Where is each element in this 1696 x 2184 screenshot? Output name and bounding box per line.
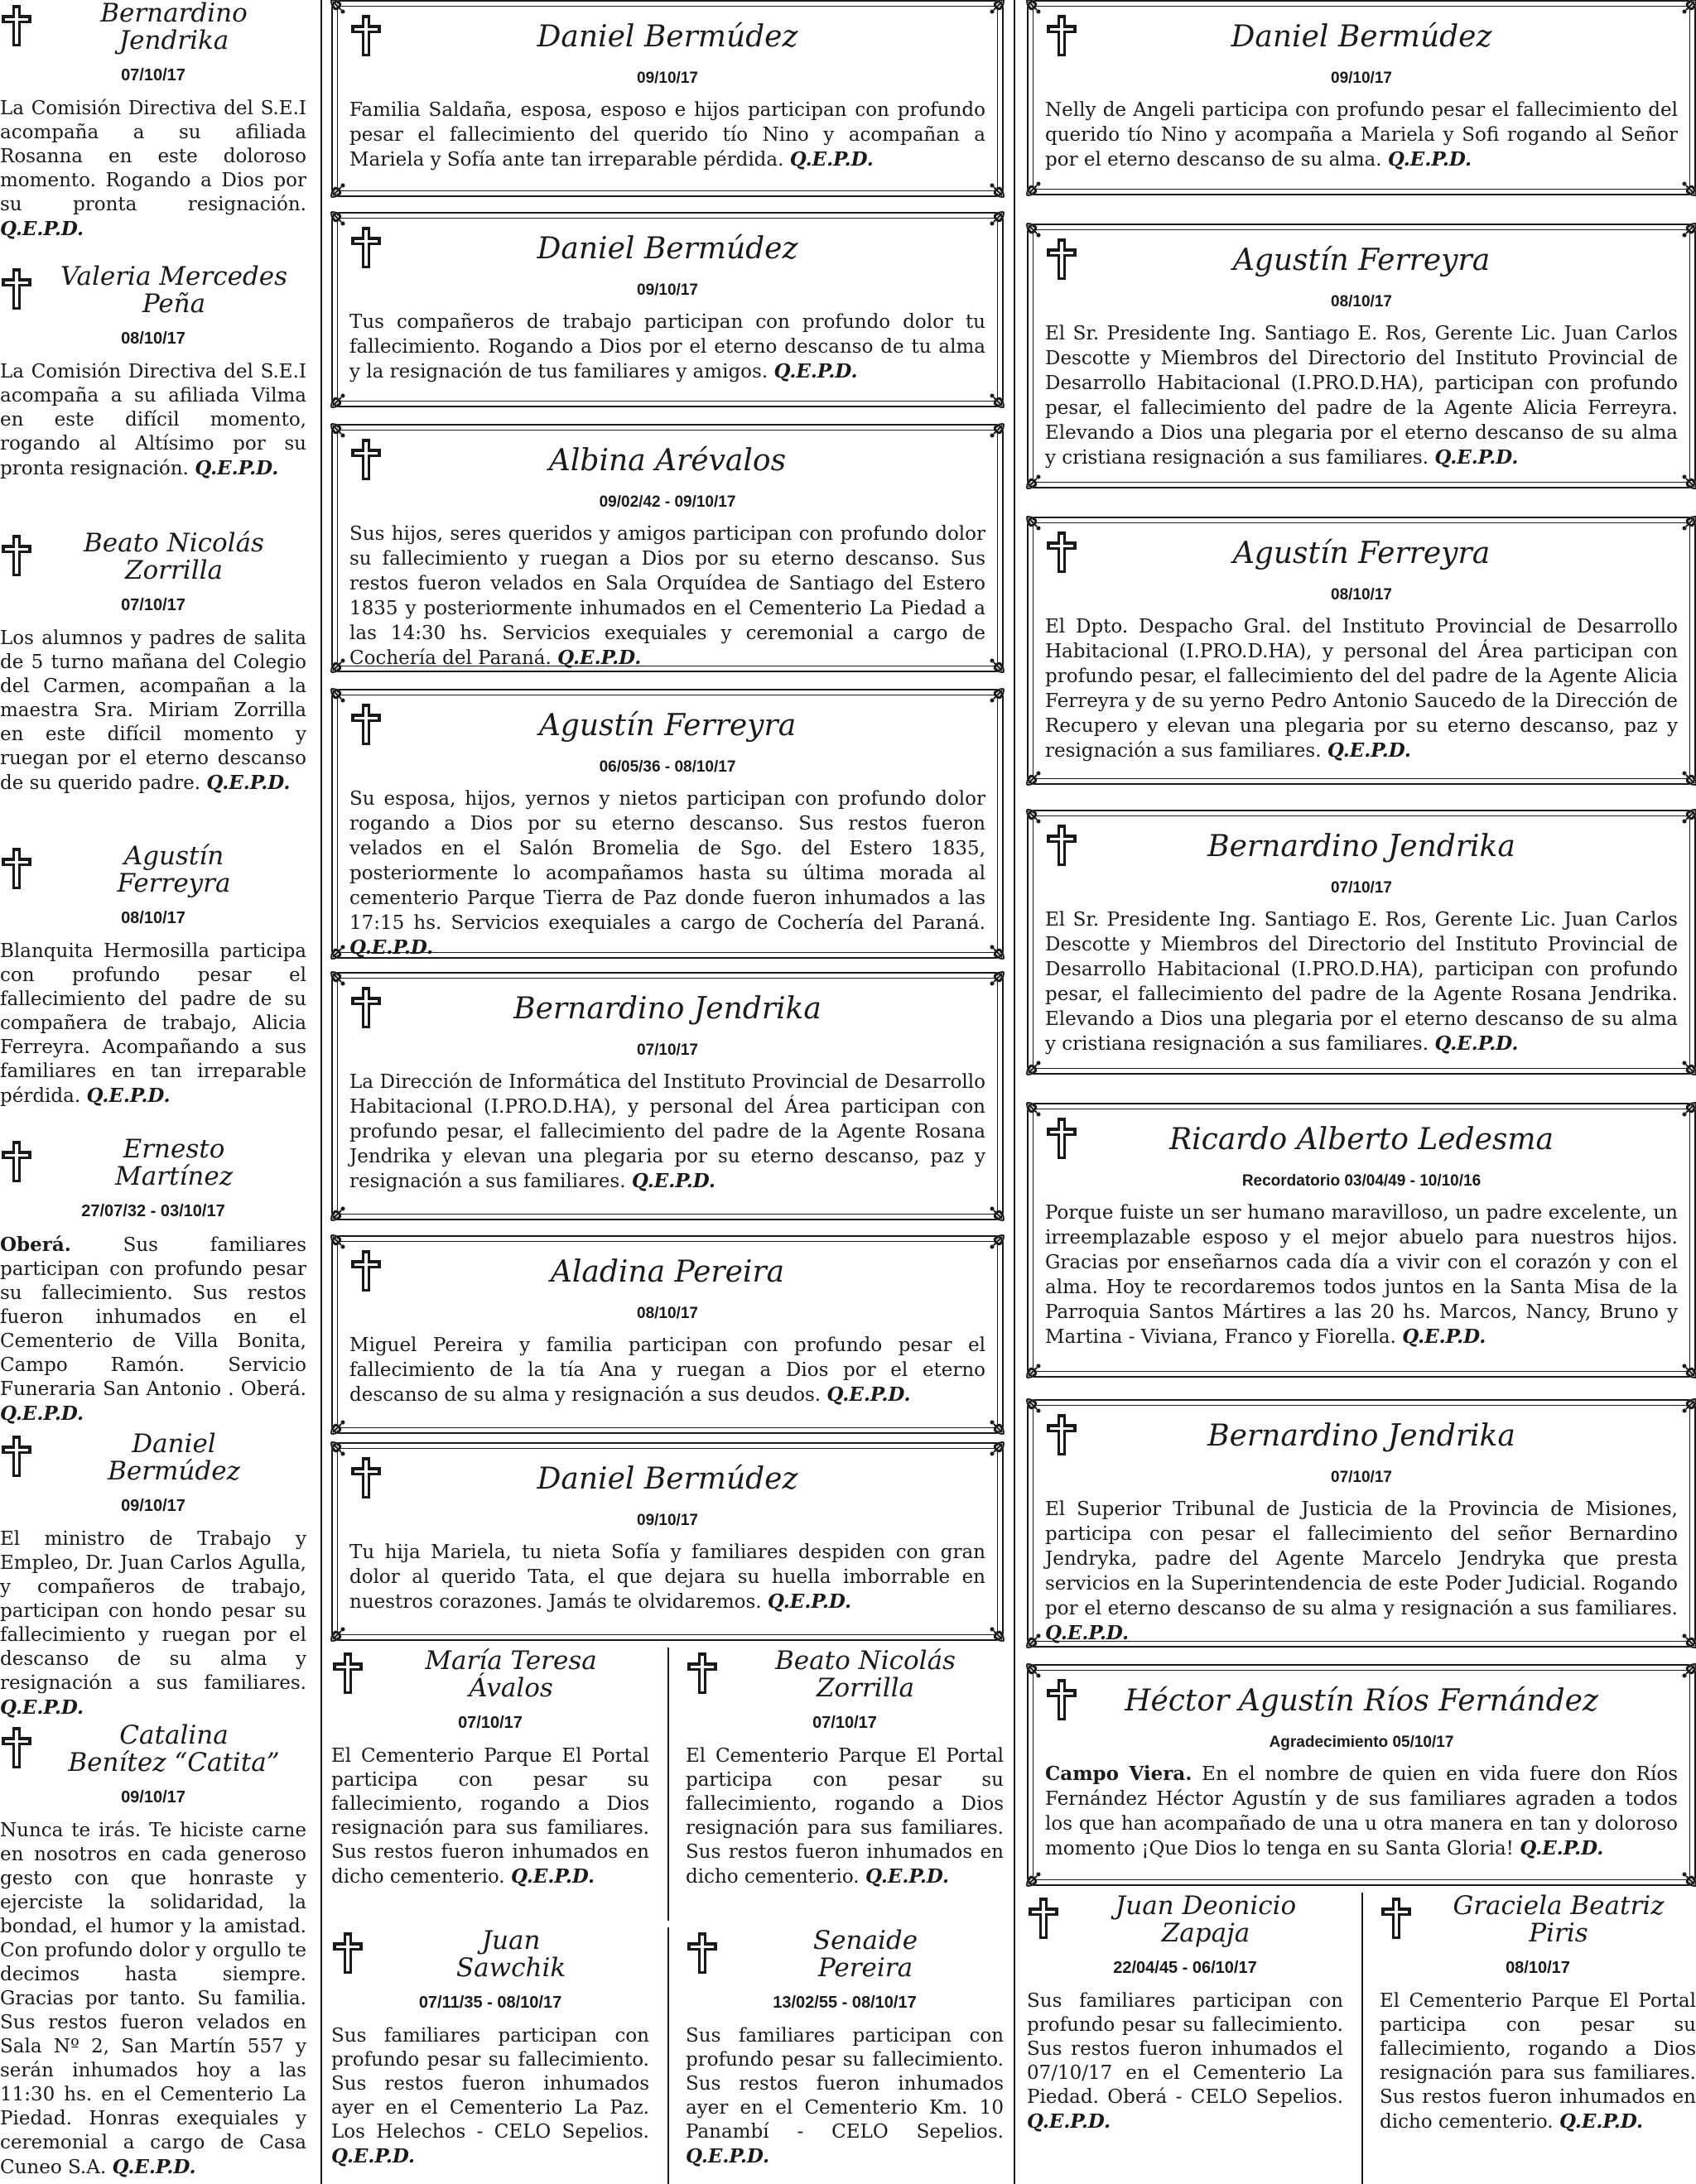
notice-date: 09/10/17 bbox=[121, 1788, 186, 1806]
notice-name: Agustín Ferreyra bbox=[538, 709, 797, 743]
notice-header bbox=[349, 225, 985, 275]
notice-header bbox=[349, 437, 985, 487]
obituary-notice bbox=[0, 530, 306, 799]
notice-date: 06/05/36 - 08/10/17 bbox=[599, 758, 736, 776]
notice-name: Aladina Pereira bbox=[550, 1255, 785, 1289]
corner-ornament-icon bbox=[980, 384, 1005, 409]
corner-ornament-icon bbox=[1025, 1051, 1050, 1076]
corner-ornament-icon bbox=[1025, 1624, 1050, 1649]
notice-date: 08/10/17 bbox=[121, 909, 186, 927]
notice-header bbox=[686, 1927, 1004, 1982]
obituary-notice bbox=[331, 1927, 649, 2172]
qepd-text: Q.E.P.D. bbox=[112, 2156, 196, 2178]
corner-ornament-icon bbox=[1025, 1354, 1050, 1379]
notice-date: 07/10/17 bbox=[121, 596, 186, 614]
notice-name: Bernardino Jendrika bbox=[1207, 830, 1515, 863]
notice-name: Daniel Bermúdez bbox=[108, 1429, 240, 1486]
corner-ornament-icon bbox=[1025, 1863, 1050, 1888]
obituary-notice bbox=[0, 263, 306, 484]
pair-column bbox=[667, 1927, 1004, 2184]
pair-column bbox=[1361, 1893, 1696, 2184]
obituary-pair bbox=[1027, 1893, 1696, 2184]
notice-date: 09/10/17 bbox=[637, 1512, 698, 1529]
notice-date: 07/10/17 bbox=[812, 1714, 877, 1732]
framed-obituary bbox=[331, 424, 1004, 672]
obituary-notice bbox=[686, 1648, 1004, 1893]
pair-divider bbox=[667, 1927, 669, 2184]
obituary-notice bbox=[1027, 1893, 1343, 2138]
qepd-text: Q.E.P.D. bbox=[1327, 739, 1411, 762]
qepd-text: Q.E.P.D. bbox=[557, 647, 642, 669]
notice-date: 09/10/17 bbox=[1331, 70, 1392, 87]
obituary-notice bbox=[331, 1648, 649, 1893]
corner-ornament-icon bbox=[980, 936, 1005, 960]
corner-ornament-icon bbox=[1673, 172, 1696, 197]
notice-body: El Sr. Presidente Ing. Santiago E. Ros, Gerente Lic. Juan Carlos Descotte y Miembros del Directorio del Instituto Provincial de Desarrollo Habitacional (I.PRO.D.HA), participan con profundo pesar, el fallecimiento del padre de la Agente Alicia Ferreyra. Elevando a Dios una plegaria por el eterno descanso de su alma y cristiana resignación a sus familiares. Q.E.P.D. bbox=[1045, 323, 1678, 469]
cross-icon bbox=[686, 1931, 719, 1975]
qepd-text: Q.E.P.D. bbox=[789, 148, 874, 171]
qepd-text: Q.E.P.D. bbox=[0, 218, 84, 240]
corner-ornament-icon bbox=[1673, 1624, 1696, 1649]
notice-body: Familia Saldaña, esposa, esposo e hijos participan con profundo pesar el fallecimiento del querido tío Nino y acompañan a Mariela y Sofía ante tan irreparable pérdida. Q.E.P.D. bbox=[349, 99, 985, 171]
notice-body: El Sr. Presidente Ing. Santiago E. Ros, Gerente Lic. Juan Carlos Descotte y Miembros del Directorio del Instituto Provincial de Desarrollo Habitacional (I.PRO.D.HA), participan con profundo pesar, el fallecimiento del padre de la Agente Rosana Jendrika. Elevando a Dios una plegaria por el eterno descanso de su alma y cristiana resignación a sus familiares. Q.E.P.D. bbox=[1045, 909, 1678, 1055]
notice-header bbox=[349, 13, 985, 63]
notice-name: Agustín Ferreyra bbox=[1232, 536, 1491, 570]
notice-date: 08/10/17 bbox=[1506, 1959, 1570, 1977]
cross-icon bbox=[331, 1931, 364, 1975]
notice-name: Beato Nicolás Zorrilla bbox=[84, 528, 264, 585]
cross-icon bbox=[0, 846, 33, 891]
notice-header bbox=[349, 702, 985, 752]
qepd-text: Q.E.P.D. bbox=[0, 1696, 84, 1719]
notice-date: 13/02/55 - 08/10/17 bbox=[773, 1994, 917, 2012]
framed-obituary bbox=[331, 972, 1004, 1220]
notice-header bbox=[1045, 1677, 1678, 1727]
notice-date: 07/11/35 - 08/10/17 bbox=[418, 1994, 562, 2012]
cross-icon bbox=[331, 1651, 364, 1696]
notice-body: El Cementerio Parque El Portal participa con pesar su fallecimiento, rogando a Dios resignación para sus familiares. Sus restos fueron inhumados en dicho cementerio. Q.E.P.D. bbox=[331, 1745, 649, 1888]
pair-column bbox=[331, 1927, 667, 2184]
notice-body: Nunca te irás. Te hiciste carne en nosotros en cada generoso gesto con que honraste y ejerciste la solidaridad, la bondad, el humor y la amistad. Con profundo dolor y orgullo te decimos hasta siempre. Gracias por tanto. Su familia. Sus restos fueron velados en Sala Nº 2, San Martín 557 y serán inhumados hoy a las 11:30 hs. en el Cementerio La Piedad. Honras exequiales y ceremonial a cargo de Casa Cuneo S.A. Q.E.P.D. bbox=[0, 1820, 306, 2178]
framed-obituary bbox=[1027, 1664, 1696, 1886]
notice-body: La Comisión Directiva del S.E.I acompaña a su afiliada Vilma en este difícil momento, rogando al Altísimo por su pronta resignación. Q.E.P.D. bbox=[0, 361, 306, 479]
notice-date: 08/10/17 bbox=[637, 1305, 698, 1322]
cross-icon bbox=[1380, 1896, 1413, 1941]
cross-icon bbox=[0, 533, 33, 578]
obituary-notice bbox=[0, 1722, 306, 2183]
notice-header bbox=[349, 1248, 985, 1298]
notice-date: 08/10/17 bbox=[121, 330, 186, 348]
notice-header bbox=[331, 1648, 649, 1702]
notice-body: La Dirección de Informática del Instituto Provincial de Desarrollo Habitacional (I.PRO.D.HA), y personal del Área participan con profundo pesar, el fallecimiento del padre de la Agente Rosana Jendrika y elevan una plegaria por su eterno descanso, paz y resignación a sus familiares. Q.E.P.D. bbox=[349, 1071, 985, 1192]
corner-ornament-icon bbox=[330, 936, 354, 960]
column-divider bbox=[1014, 0, 1015, 2184]
cross-icon bbox=[349, 1248, 383, 1293]
notice-body: El Cementerio Parque El Portal participa con pesar su fallecimiento, rogando a Dios resignación para sus familiares. Sus restos fueron inhumados en dicho cementerio. Q.E.P.D. bbox=[686, 1745, 1004, 1888]
notice-body: El Cementerio Parque El Portal participa con pesar su fallecimiento, rogando a Dios resignación para sus familiares. Sus restos fueron inhumados en dicho cementerio. Q.E.P.D. bbox=[1380, 1990, 1696, 2133]
notice-body: Su esposa, hijos, yernos y nietos participan con profundo dolor rogando a Dios por su eterno descanso. Sus restos fueron velados en el Salón Bromelia de Sgo. del Estero 1835, posteriormente lo acompañamos hasta su última morada al cementerio Parque Tierra de Paz donde fueron inhumados a las 17:15 hs. Servicios exequiales a cargo de Cochería del Paraná. Q.E.P.D. bbox=[349, 788, 985, 959]
notice-name: Albina Arévalos bbox=[548, 444, 787, 478]
obituary-pair bbox=[331, 1648, 1004, 1921]
notice-header bbox=[0, 843, 306, 897]
qepd-text: Q.E.P.D. bbox=[1402, 1325, 1486, 1348]
qepd-text: Q.E.P.D. bbox=[1520, 1837, 1604, 1859]
obituary-notice bbox=[0, 1136, 306, 1430]
notice-date: 09/02/42 - 09/10/17 bbox=[599, 493, 736, 511]
notice-name: Senaide Pereira bbox=[812, 1926, 918, 1983]
pair-column bbox=[1027, 1893, 1361, 2184]
notice-name: Daniel Bermúdez bbox=[537, 1462, 798, 1496]
qepd-text: Q.E.P.D. bbox=[1559, 2110, 1644, 2133]
notice-header bbox=[0, 1431, 306, 1485]
qepd-text: Q.E.P.D. bbox=[86, 1085, 171, 1107]
corner-ornament-icon bbox=[980, 649, 1005, 674]
framed-obituary bbox=[1027, 810, 1696, 1075]
qepd-text: Q.E.P.D. bbox=[1045, 1622, 1130, 1644]
notice-header bbox=[349, 1455, 985, 1505]
notice-body: Sus hijos, seres queridos y amigos participan con profundo dolor su fallecimiento y ruegan a Dios por su eterno descanso. Sus restos fueron velados en Sala Orquídea de Santiago del Estero 1835 y posteriormente inhumados en el Cementerio La Piedad a las 14:30 hs. Servicios exequiales y ceremonial a cargo de Cochería del Paraná. Q.E.P.D. bbox=[349, 523, 985, 669]
qepd-text: Q.E.P.D. bbox=[1027, 2110, 1111, 2133]
corner-ornament-icon bbox=[1673, 1863, 1696, 1888]
qepd-text: Q.E.P.D. bbox=[1434, 1032, 1519, 1055]
notice-name: Ernesto Martínez bbox=[114, 1134, 234, 1191]
qepd-text: Q.E.P.D. bbox=[865, 1865, 950, 1888]
notice-body: Campo Viera. En el nombre de quien en vida fuere don Ríos Fernández Héctor Agustín y de sus familiares agraden a todos los que han acompañado de una u otra manera en tan y doloroso momento ¡Que Dios lo tenga en su Santa Gloria! Q.E.P.D. bbox=[1045, 1763, 1678, 1859]
framed-obituary bbox=[331, 1235, 1004, 1434]
notice-body: El Dpto. Despacho Gral. del Instituto Provincial de Desarrollo Habitacional (I.PRO.D.HA), y personal del Área participan con profundo pesar, el fallecimiento del del padre de la Agente Alicia Ferreyra y de su yerno Pedro Antonio Saucedo de la Dirección de Recupero y elevan una plegaria por su eterno descanso, paz y resignación a sus familiares. Q.E.P.D. bbox=[1045, 616, 1678, 762]
cross-icon bbox=[1045, 530, 1078, 575]
qepd-text: Q.E.P.D. bbox=[331, 2145, 416, 2167]
notice-header bbox=[1045, 530, 1678, 580]
notice-name: Ricardo Alberto Ledesma bbox=[1169, 1123, 1554, 1157]
corner-ornament-icon bbox=[1673, 1354, 1696, 1379]
notice-header bbox=[1027, 1893, 1343, 1947]
notice-name: Daniel Bermúdez bbox=[1231, 20, 1492, 54]
qepd-text: Q.E.P.D. bbox=[0, 1402, 84, 1425]
cross-icon bbox=[1045, 1116, 1078, 1161]
qepd-text: Q.E.P.D. bbox=[826, 1383, 911, 1406]
notice-date: Recordatorio 03/04/49 - 10/10/16 bbox=[1241, 1172, 1482, 1190]
notice-date: 09/10/17 bbox=[637, 70, 698, 87]
cross-icon bbox=[349, 1455, 383, 1500]
qepd-text: Q.E.P.D. bbox=[1387, 148, 1472, 171]
pair-column bbox=[667, 1648, 1004, 1921]
notice-name: Beato Nicolás Zorrilla bbox=[775, 1646, 956, 1703]
notice-body: Sus familiares participan con profundo pesar su fallecimiento. Sus restos fueron inhumados ayer en el Cementerio Km. 10 Panambí - CELO Sepelios. Q.E.P.D. bbox=[686, 2025, 1004, 2167]
notice-header bbox=[0, 0, 306, 55]
framed-obituary bbox=[331, 212, 1004, 407]
cross-icon bbox=[0, 1725, 33, 1770]
notice-name: Juan Sawchik bbox=[455, 1926, 566, 1983]
pair-divider bbox=[1361, 1893, 1363, 2184]
notice-name: Daniel Bermúdez bbox=[537, 20, 798, 54]
notice-name: Bernardino Jendrika bbox=[1207, 1419, 1515, 1453]
corner-ornament-icon bbox=[330, 1197, 354, 1222]
qepd-text: Q.E.P.D. bbox=[767, 1590, 851, 1613]
notice-date: 07/10/17 bbox=[1331, 879, 1392, 897]
notice-name: Juan Deonicio Zapaja bbox=[1115, 1891, 1297, 1948]
notice-date: 08/10/17 bbox=[1331, 293, 1392, 310]
qepd-text: Q.E.P.D. bbox=[1434, 446, 1519, 469]
notice-location: Campo Viera. bbox=[1045, 1763, 1192, 1785]
corner-ornament-icon bbox=[330, 1618, 354, 1643]
cross-icon bbox=[0, 267, 33, 311]
cross-icon bbox=[0, 3, 33, 48]
notice-header bbox=[686, 1648, 1004, 1702]
qepd-text: Q.E.P.D. bbox=[631, 1170, 716, 1192]
cross-icon bbox=[1045, 823, 1078, 868]
notice-body: Oberá. Sus familiares participan con profundo pesar su fallecimiento. Sus restos fueron inhumados en el Cementerio de Villa Bonita, Campo Ramón. Servicio Funeraria San Antonio . Oberá. Q.E.P.D. bbox=[0, 1234, 306, 1425]
notice-body: Porque fuiste un ser humano maravilloso, un padre excelente, un irreemplazable esposo y el mejor abuelo para nuestros hijos. Gracias por enseñarnos cada día a vivir con el corazón y con el alma. Hoy te recordaremos todos juntos en la Santa Misa de la Parroquia Santos Mártires a las 20 hs. Marcos, Nancy, Bruno y Martina - Viviana, Franco y Fiorella. Q.E.P.D. bbox=[1045, 1202, 1678, 1348]
qepd-text: Q.E.P.D. bbox=[773, 360, 858, 382]
cross-icon bbox=[0, 1139, 33, 1184]
corner-ornament-icon bbox=[980, 1411, 1005, 1436]
notice-date: 09/10/17 bbox=[637, 281, 698, 299]
cross-icon bbox=[349, 13, 383, 58]
corner-ornament-icon bbox=[1025, 465, 1050, 490]
corner-ornament-icon bbox=[330, 649, 354, 674]
notice-header bbox=[1045, 237, 1678, 286]
notice-name: Bernardino Jendrika bbox=[100, 0, 248, 55]
qepd-text: Q.E.P.D. bbox=[195, 457, 279, 479]
framed-obituary bbox=[1027, 0, 1696, 195]
corner-ornament-icon bbox=[1025, 762, 1050, 787]
notice-date: 07/10/17 bbox=[121, 66, 186, 84]
qepd-text: Q.E.P.D. bbox=[686, 2145, 770, 2167]
qepd-text: Q.E.P.D. bbox=[349, 936, 434, 959]
cross-icon bbox=[349, 437, 383, 482]
cross-icon bbox=[1045, 1412, 1078, 1457]
cross-icon bbox=[1045, 237, 1078, 281]
notice-name: Graciela Beatriz Piris bbox=[1453, 1891, 1665, 1948]
qepd-text: Q.E.P.D. bbox=[510, 1865, 595, 1888]
notice-date: 09/10/17 bbox=[121, 1497, 186, 1515]
framed-obituary bbox=[331, 689, 1004, 959]
notice-name: María Teresa Ávalos bbox=[425, 1646, 597, 1703]
notice-body: Nelly de Angeli participa con profundo pesar el fallecimiento del querido tío Nino y acompaña a Mariela y Sofi rogando al Señor por el eterno descanso de su alma. Q.E.P.D. bbox=[1045, 99, 1678, 171]
notice-header bbox=[1380, 1893, 1696, 1947]
notice-body: Los alumnos y padres de salita de 5 turno mañana del Colegio del Carmen, acompañan a la maestra Sra. Miriam Zorrilla en este difícil momento y ruegan por el eterno descanso de su querido padre. Q.E.P.D. bbox=[0, 628, 306, 794]
notice-date: 07/10/17 bbox=[637, 1041, 698, 1059]
notice-name: Catalina Benítez “Catita” bbox=[68, 1720, 280, 1778]
notice-body: El ministro de Trabajo y Empleo, Dr. Juan Carlos Agulla, y compañeros de trabajo, participan con hondo pesar su fallecimiento y ruegan por el descanso de su alma y resignación a sus familiares. Q.E.P.D. bbox=[0, 1528, 306, 1719]
notice-header bbox=[0, 1722, 306, 1777]
corner-ornament-icon bbox=[1673, 1051, 1696, 1076]
corner-ornament-icon bbox=[980, 174, 1005, 199]
corner-ornament-icon bbox=[980, 1197, 1005, 1222]
obituary-notice bbox=[0, 843, 306, 1112]
corner-ornament-icon bbox=[330, 384, 354, 409]
cross-icon bbox=[1045, 1677, 1078, 1722]
cross-icon bbox=[1027, 1896, 1060, 1941]
framed-obituary bbox=[331, 1442, 1004, 1641]
notice-name: Agustín Ferreyra bbox=[117, 841, 231, 898]
framed-obituary bbox=[331, 0, 1004, 197]
corner-ornament-icon bbox=[980, 1618, 1005, 1643]
notice-header bbox=[0, 263, 306, 318]
notice-date: 22/04/45 - 06/10/17 bbox=[1113, 1959, 1257, 1977]
obituary-pair bbox=[331, 1927, 1004, 2184]
notice-header bbox=[331, 1927, 649, 1982]
notice-body: Sus familiares participan con profundo pesar su fallecimiento. Sus restos fueron inhumados ayer en el Cementerio La Paz. Los Helechos - CELO Sepelios. Q.E.P.D. bbox=[331, 2025, 649, 2167]
column-divider bbox=[320, 0, 322, 2184]
notice-date: 08/10/17 bbox=[1331, 586, 1392, 604]
notice-header bbox=[1045, 1412, 1678, 1462]
cross-icon bbox=[349, 985, 383, 1030]
cross-icon bbox=[686, 1651, 719, 1696]
notice-header bbox=[0, 530, 306, 584]
pair-column bbox=[331, 1648, 667, 1921]
framed-obituary bbox=[1027, 1399, 1696, 1648]
notice-header bbox=[1045, 13, 1678, 63]
notice-date: Agradecimiento 05/10/17 bbox=[1269, 1734, 1454, 1751]
corner-ornament-icon bbox=[330, 1411, 354, 1436]
framed-obituary bbox=[1027, 517, 1696, 785]
corner-ornament-icon bbox=[1673, 465, 1696, 490]
notice-body: Tu hija Mariela, tu nieta Sofía y familiares despiden con gran dolor al querido Tata, el que dejara su huella imborrable en nuestros corazones. Jamás te olvidaremos. Q.E.P.D. bbox=[349, 1542, 985, 1613]
notice-date: 07/10/17 bbox=[458, 1714, 523, 1732]
obituary-notice bbox=[686, 1927, 1004, 2172]
notice-date: 27/07/32 - 03/10/17 bbox=[81, 1202, 225, 1220]
notice-name: Agustín Ferreyra bbox=[1232, 243, 1491, 277]
notice-body: El Superior Tribunal de Justicia de la Provincia de Misiones, participa con pesar el fallecimiento del señor Bernardino Jendryka, padre del Agente Marcelo Jendryka que presta servicios en la Superintendencia de este Poder Judicial. Rogando por el eterno descanso de su alma y resignación a sus familiares. Q.E.P.D. bbox=[1045, 1498, 1678, 1644]
corner-ornament-icon bbox=[330, 174, 354, 199]
cross-icon bbox=[349, 702, 383, 747]
pair-divider bbox=[667, 1648, 669, 1921]
notice-name: Valeria Mercedes Peña bbox=[60, 262, 288, 319]
notice-body: Blanquita Hermosilla participa con profundo pesar el fallecimiento del padre de su compañera de trabajo, Alicia Ferreyra. Acompañando a sus familiares en tan irreparable pérdida. Q.E.P.D. bbox=[0, 940, 306, 1107]
framed-obituary bbox=[1027, 224, 1696, 488]
obituary-notice bbox=[0, 1431, 306, 1724]
obituary-notice bbox=[1380, 1893, 1696, 2138]
notice-header bbox=[0, 1136, 306, 1191]
notice-location: Oberá. bbox=[0, 1234, 71, 1256]
notice-header bbox=[349, 985, 985, 1035]
notice-name: Bernardino Jendrika bbox=[513, 992, 822, 1026]
corner-ornament-icon bbox=[1673, 762, 1696, 787]
framed-obituary bbox=[1027, 1103, 1696, 1378]
obituary-notice bbox=[0, 0, 306, 245]
qepd-text: Q.E.P.D. bbox=[206, 772, 291, 794]
notice-header bbox=[1045, 823, 1678, 873]
notice-body: La Comisión Directiva del S.E.I acompaña a su afiliada Rosanna en este doloroso momento. Rogando a Dios por su pronta resignación. Q.E.P.D. bbox=[0, 98, 306, 240]
notice-header bbox=[1045, 1116, 1678, 1166]
corner-ornament-icon bbox=[1025, 172, 1050, 197]
cross-icon bbox=[0, 1434, 33, 1479]
notice-body: Tus compañeros de trabajo participan con profundo dolor tu fallecimiento. Rogando a Dios por el eterno descanso de tu alma y la resignación de tus familiares y amigos. Q.E.P.D. bbox=[349, 311, 985, 382]
notice-body: Sus familiares participan con profundo pesar su fallecimiento. Sus restos fueron inhumados el 07/10/17 en el Cementerio La Piedad. Oberá - CELO Sepelios. Q.E.P.D. bbox=[1027, 1990, 1343, 2133]
notice-body: Miguel Pereira y familia participan con profundo pesar el fallecimiento de la tía Ana y ruegan a Dios por el eterno descanso de su alma y resignación a sus deudos. Q.E.P.D. bbox=[349, 1335, 985, 1406]
notice-date: 07/10/17 bbox=[1331, 1469, 1392, 1486]
cross-icon bbox=[1045, 13, 1078, 58]
notice-name: Héctor Agustín Ríos Fernández bbox=[1125, 1684, 1598, 1718]
notice-name: Daniel Bermúdez bbox=[537, 232, 798, 266]
cross-icon bbox=[349, 225, 383, 270]
